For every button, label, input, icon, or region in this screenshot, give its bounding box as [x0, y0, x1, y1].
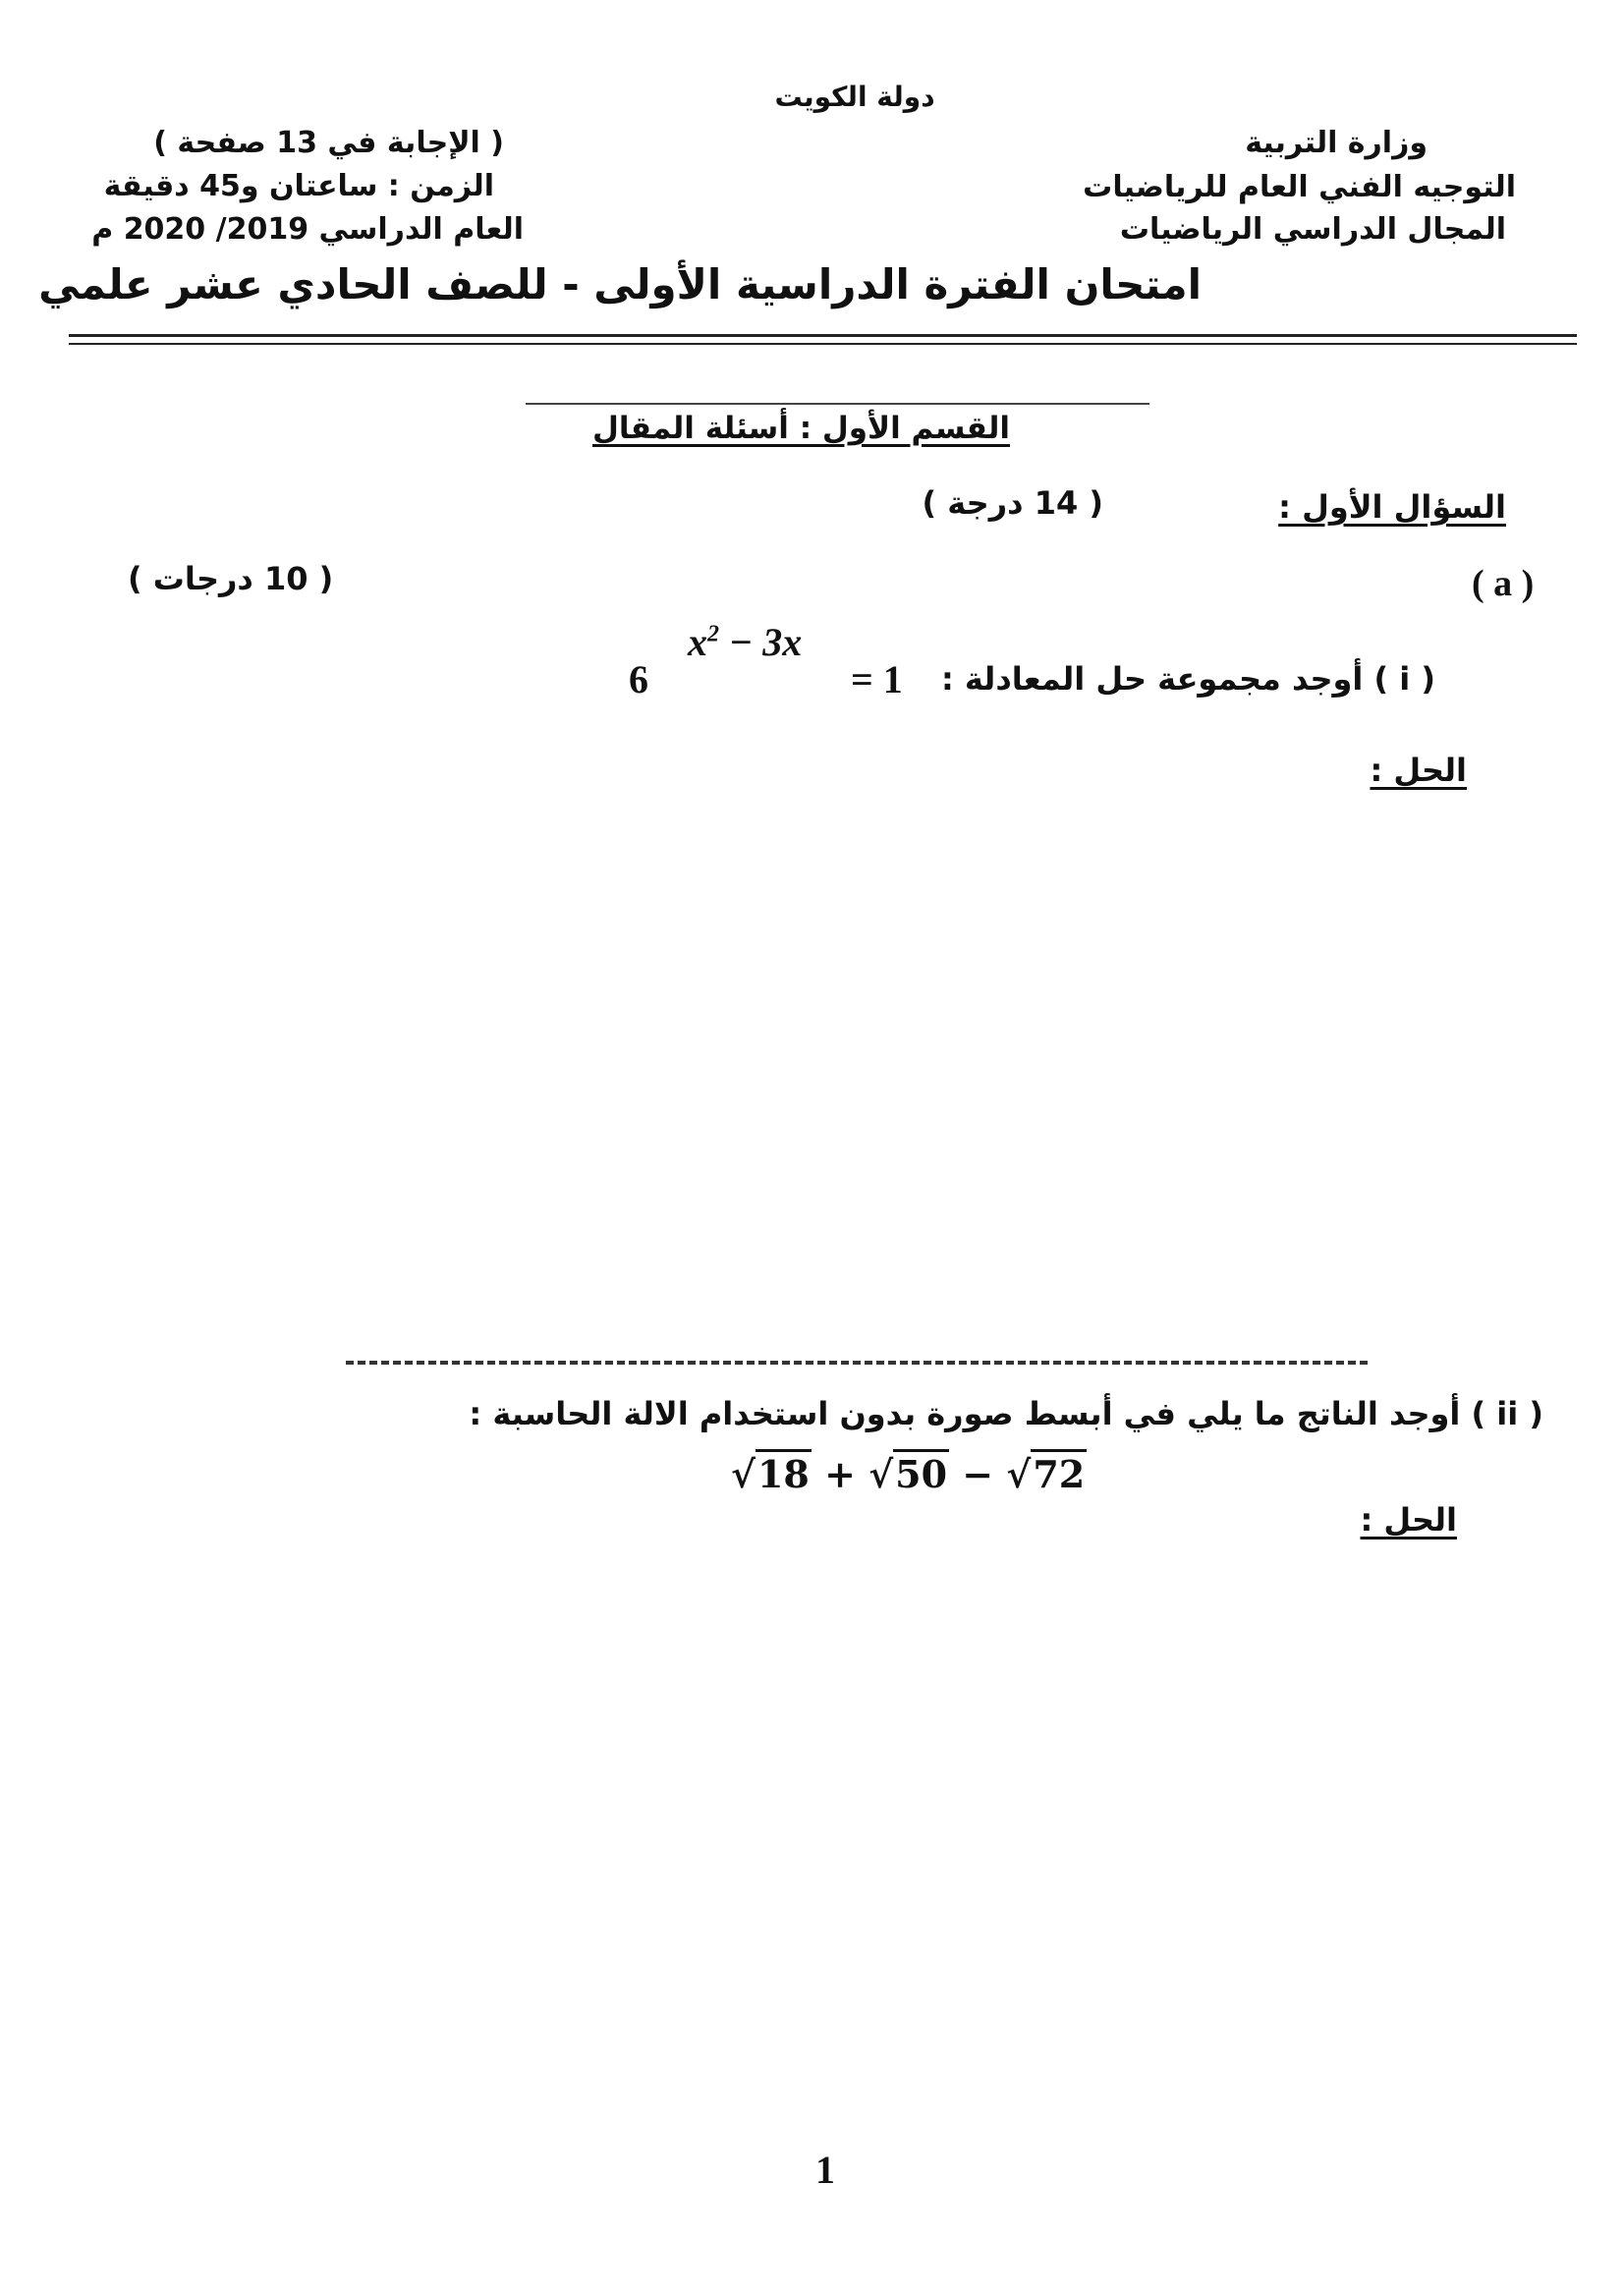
radical-expression — [731, 1452, 1087, 1496]
exponent-rest: − 3x — [719, 620, 803, 664]
exponent-variable: x — [688, 620, 707, 664]
exam-duration: الزمن : ساعتان و45 دقيقة — [103, 169, 494, 203]
plus-sign: + — [824, 1452, 856, 1496]
dashed-separator — [346, 1361, 1368, 1365]
study-field: المجال الدراسي الرياضيات — [1119, 212, 1506, 247]
part-a-label: ( a ) — [1472, 563, 1535, 604]
item-i-solution-label: الحل : — [1370, 752, 1467, 789]
header-rule-bottom — [69, 343, 1577, 345]
pages-note: ( الإجابة في 13 صفحة ) — [153, 126, 504, 160]
equation-equals-one: = 1 — [851, 657, 903, 701]
radical-18: √18 — [731, 1452, 812, 1496]
department-name: التوجيه الفني العام للرياضيات — [1083, 170, 1516, 204]
academic-year: العام الدراسي 2019/ 2020 م — [91, 212, 524, 247]
exponent-power: 2 — [707, 621, 719, 647]
radical-50: √50 — [868, 1452, 949, 1496]
page-number: 1 — [815, 2148, 835, 2192]
equation-exponent — [688, 619, 802, 665]
question-label: السؤال الأول : — [1278, 488, 1506, 526]
item-i-question: ( i ) أوجد مجموعة حل المعادلة : — [940, 660, 1435, 698]
section-title: القسم الأول : أسئلة المقال — [592, 411, 1010, 446]
country-name: دولة الكويت — [774, 81, 935, 113]
item-ii-solution-label: الحل : — [1360, 1501, 1457, 1539]
exam-title: امتحان الفترة الدراسية الأولى - للصف الحادي عشر علمي — [38, 260, 1202, 308]
part-a-marks: ( 10 درجات ) — [128, 560, 334, 597]
question-marks: ( 14 درجة ) — [922, 484, 1103, 522]
radical-72: √72 — [1006, 1452, 1087, 1496]
equation-base: 6 — [629, 657, 648, 701]
item-ii-question: ( ii ) أوجد الناتج ما يلي في أبسط صورة بدون استخدام الالة الحاسبة : — [469, 1395, 1543, 1432]
header-rule-top — [69, 334, 1577, 337]
minus-sign: − — [962, 1452, 994, 1496]
ministry-name: وزارة التربية — [1245, 126, 1428, 160]
section-title-rule — [526, 403, 1149, 405]
